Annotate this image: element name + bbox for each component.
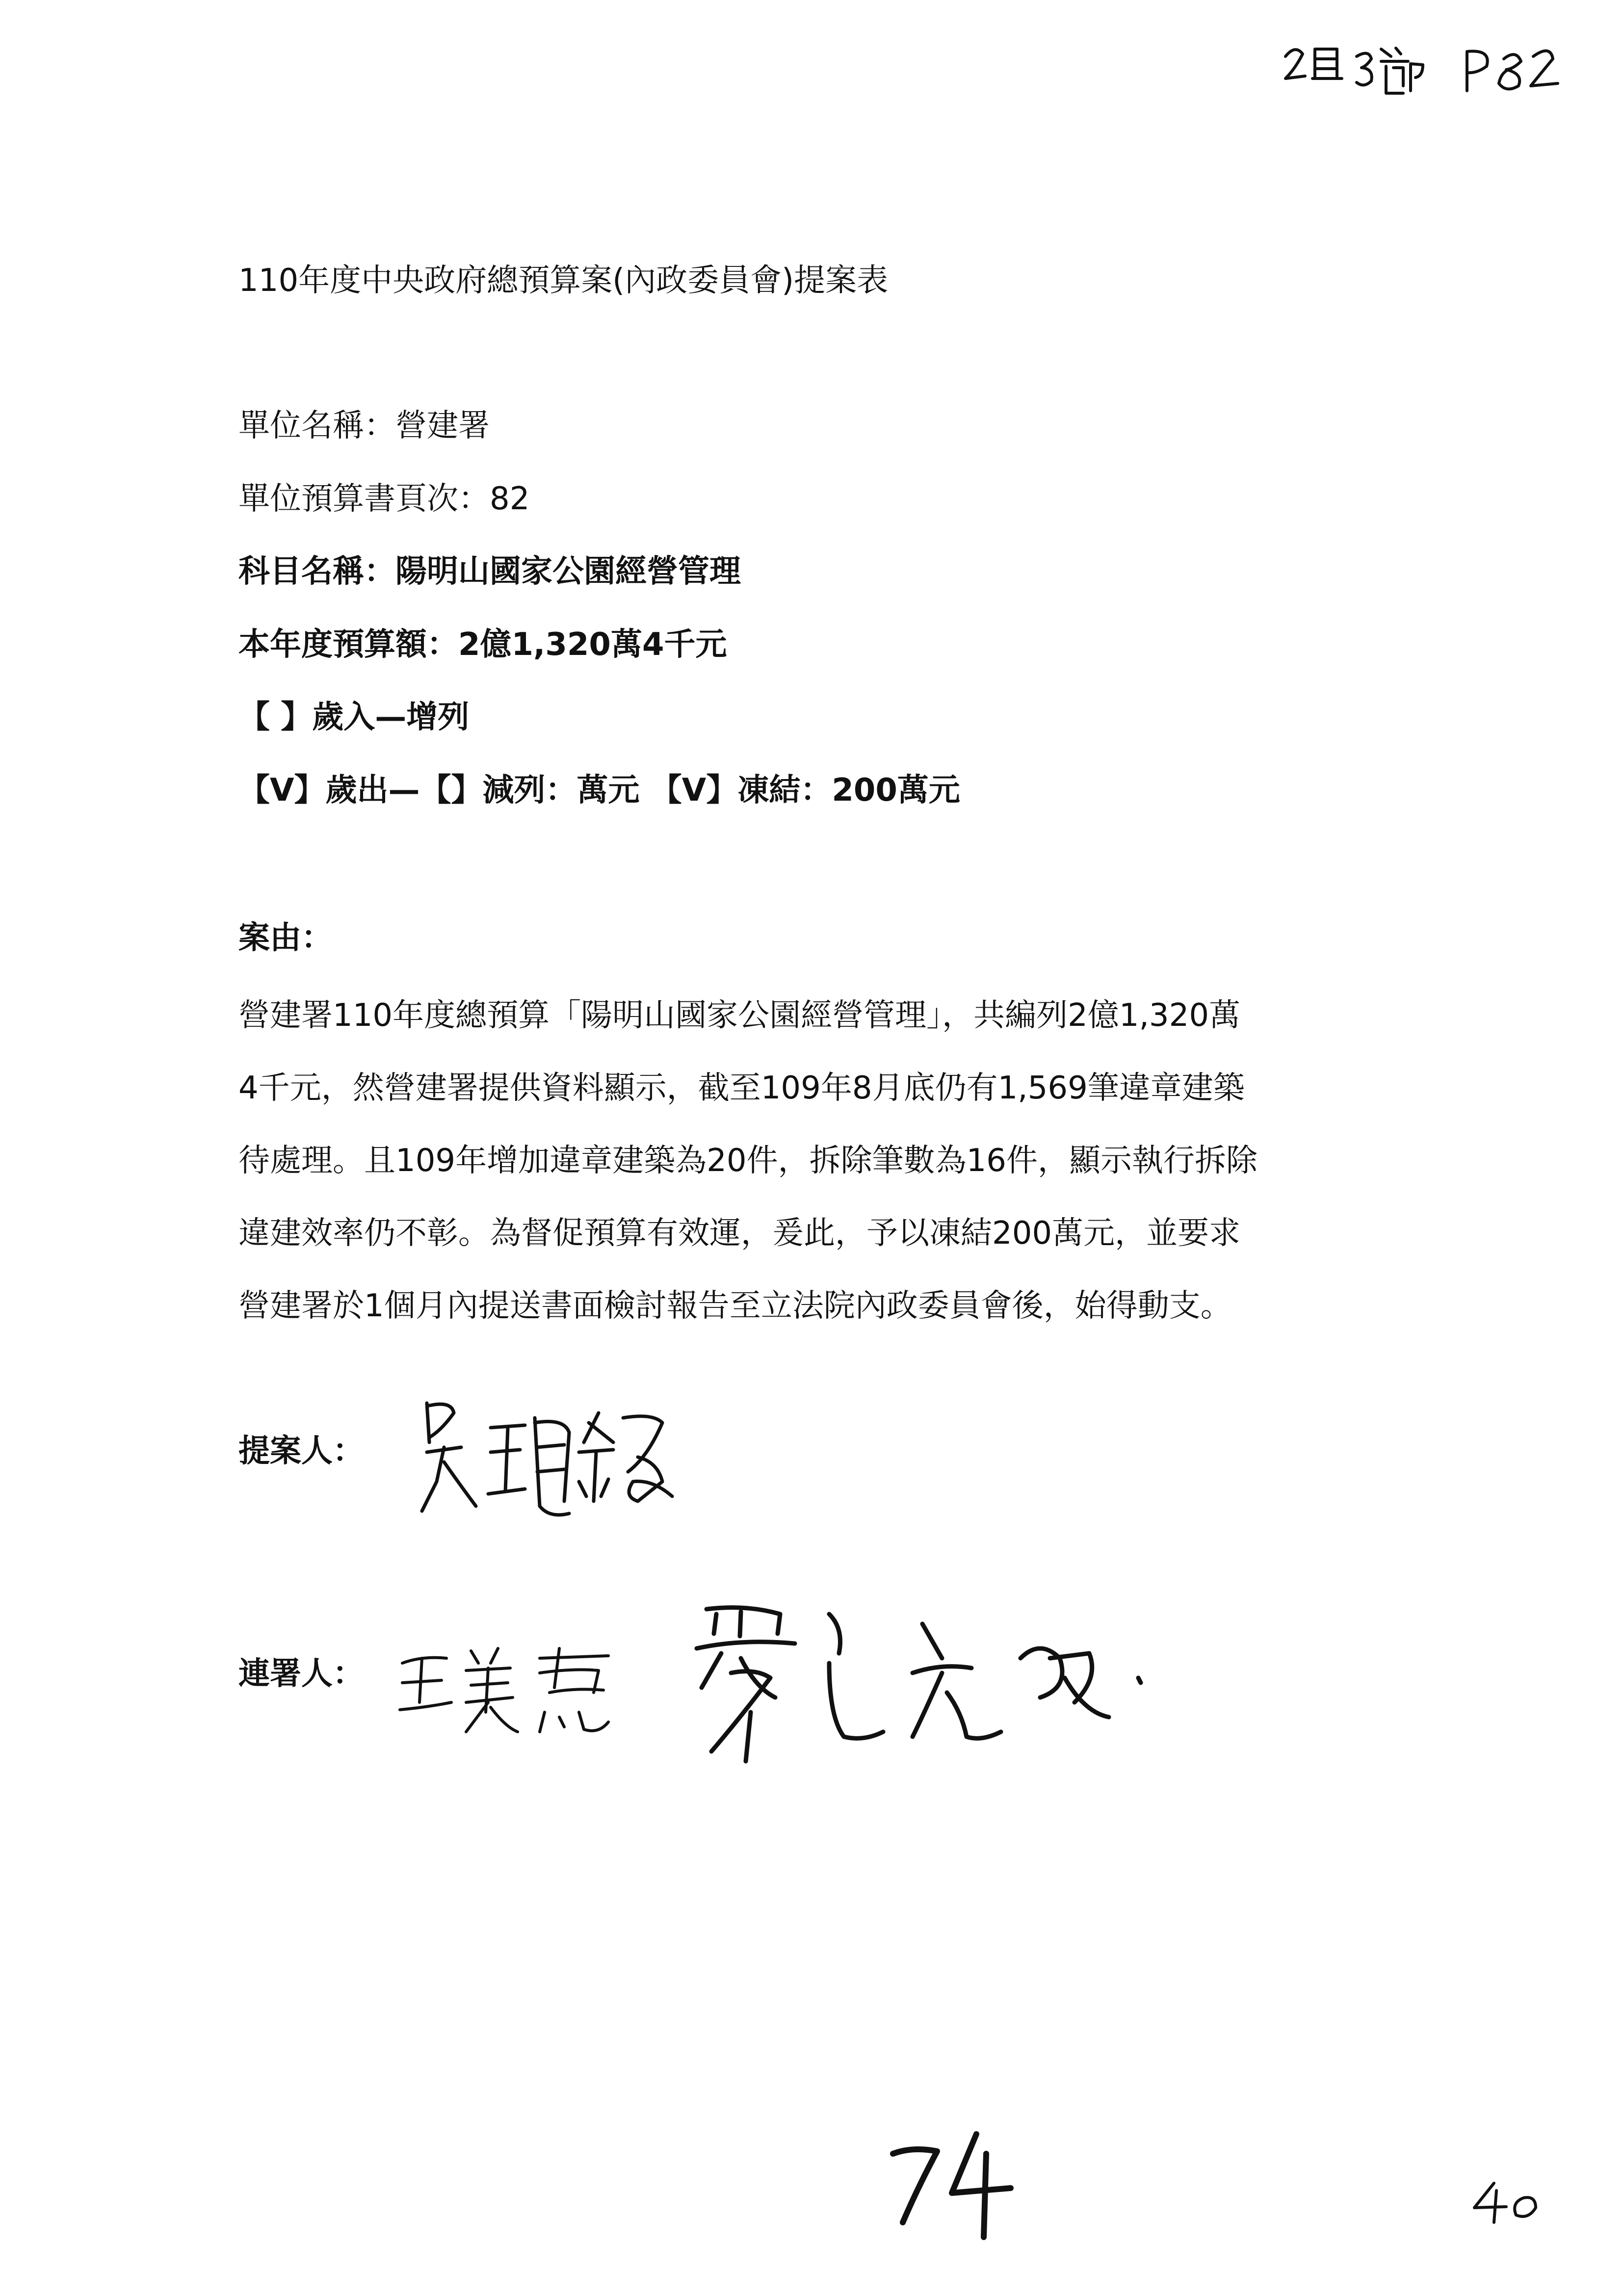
proposer-signature [407, 1383, 711, 1531]
budget-field: 本年度預算額：2億1,320萬4千元 [238, 626, 727, 663]
footer-handwritten-mark [883, 2124, 1030, 2252]
proposer-label: 提案人： [238, 1433, 364, 1469]
cosigner-label: 連署人： [238, 1656, 364, 1692]
expense-field: 【V】歲出—【】減列：萬元 【V】凍結：200萬元 [238, 772, 960, 809]
cosigner-signature-1 [393, 1629, 628, 1747]
header-handwritten-note [1276, 29, 1570, 103]
header-note-handwriting [1276, 29, 1570, 103]
cosigner-signature-2-handwriting [667, 1590, 1158, 1786]
reason-line: 4千元，然營建署提供資料顯示，截至109年8月底仍有1,569筆違章建築 [238, 1070, 1245, 1106]
proposer-signature-handwriting [407, 1383, 711, 1531]
unit-page-field: 單位預算書頁次：82 [238, 481, 530, 517]
footer-mark-handwriting [883, 2124, 1030, 2252]
reason-line: 營建署於1個月內提送書面檢討報告至立法院內政委員會後，始得動支。 [238, 1288, 1232, 1324]
reason-line: 營建署110年度總預算「陽明山國家公園經營管理」，共編列2億1,320萬 [238, 997, 1241, 1034]
page-number [1467, 2178, 1550, 2227]
reason-line: 違建效率仍不彰。為督促預算有效運，爰此，予以凍結200萬元，並要求 [238, 1215, 1241, 1252]
unit-name-field: 單位名稱：營建署 [238, 408, 490, 444]
reason-text [238, 979, 1436, 1342]
page-title: 110年度中央政府總預算案(內政委員會)提案表 [238, 262, 889, 299]
reason-label: 案由： [238, 920, 333, 956]
revenue-field: 【 】歲入—增列 [238, 699, 470, 735]
page-number-handwriting [1467, 2178, 1550, 2227]
subject-field: 科目名稱：陽明山國家公園經營管理 [238, 553, 741, 590]
cosigner-signature-2 [667, 1590, 1158, 1786]
cosigner-signature-1-handwriting [393, 1629, 628, 1747]
reason-line: 待處理。且109年增加違章建築為20件，拆除筆數為16件，顯示執行拆除 [238, 1143, 1258, 1179]
